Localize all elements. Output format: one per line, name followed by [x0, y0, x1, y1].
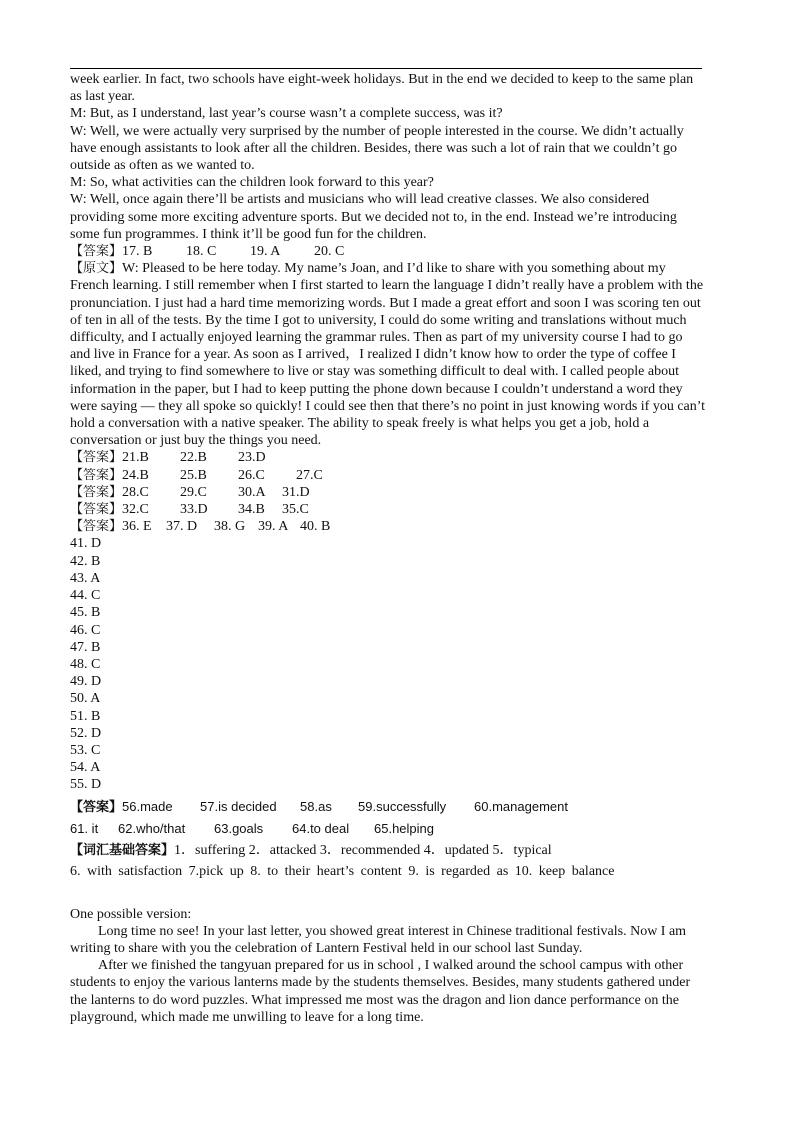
answer-item: 34.B [238, 502, 265, 518]
answers-28-31 [70, 484, 706, 501]
answers-24-27 [70, 467, 706, 484]
answer-item: 29.C [180, 484, 207, 500]
document-page [70, 68, 706, 1026]
answer-item: 62.who/that [118, 820, 186, 836]
list-item: 46. C [70, 622, 101, 638]
answer-item: 60.management [474, 798, 568, 814]
answer-tag: 【答案】 [70, 467, 123, 483]
answer-item: 56.made [122, 798, 173, 814]
answer-item: 63.goals [214, 820, 264, 836]
answer-item: 35.C [282, 502, 309, 518]
answers-36-40 [70, 518, 706, 535]
answers-61-65 [70, 818, 706, 840]
list-item: 50. A [70, 691, 101, 707]
answer-item: 57.is decided [200, 798, 277, 814]
list-item: 43. A [70, 570, 101, 586]
answer-item: 33.D [180, 502, 208, 518]
answers-41-55-list [70, 535, 706, 793]
answer-item: 65.helping [374, 820, 434, 836]
answer-item: 59.successfully [358, 798, 447, 814]
list-item: 44. C [70, 588, 101, 604]
dialogue-transcript [70, 71, 706, 243]
answer-tag: 【答案】 [70, 519, 123, 535]
answer-item: 31.D [282, 484, 310, 500]
list-item: 42. B [70, 553, 101, 569]
answer-item: 36. E [122, 519, 152, 535]
answer-tag: 【答案】 [70, 244, 123, 260]
essay-paragraph: After we finished the tangyuan prepared for us in school , I walked around the school campus with other students to enjoy the various lanterns made by the students themselves. Besides, many students gathered under the lanterns to do word puzzles. What impressed me most was the dragon and lion dance performance on the playground, which made me unwilling to leave for a long time. [70, 958, 691, 1025]
vocab-answers [70, 840, 706, 861]
answer-item: 30.A [238, 484, 266, 500]
dialogue-line: M: But, as I understand, last year’s course wasn’t a complete success, was it? [70, 106, 503, 122]
dialogue-line: W: Well, once again there’ll be artists and musicians who will lead creative classes. We also considered providing some more exciting adventure sports. But we decided not to, in the end. Instead we’re introducing some fun programmes. I think it’ll be good fun for the children. [70, 192, 677, 242]
answer-item: 25.B [180, 467, 207, 483]
answers-56-60 [70, 796, 706, 818]
list-item: 54. A [70, 760, 101, 776]
answer-item: 40. B [300, 519, 331, 535]
original-tag: 【原文】 [70, 261, 123, 277]
answer-item: 20. C [314, 244, 345, 260]
answer-tag: 【答案】 [70, 484, 123, 500]
list-item: 53. C [70, 742, 101, 758]
original-text: W: Pleased to be here today. My name’s Joan, and I’d like to share with you something about my French learning. I still remember when I first started to learn the language I didn’t really have a problem with the pronunciation. I just had a hard time memorizing words. But I made a great effort and soon I was scoring ten out of ten in all of the tests. By the time I got to university, I could do some writing and translations without much difficulty, and I actually enjoyed learning the grammar rules. Then as part of my university course I had to go and live in France for a year. As soon as I arrived，I realized I didn’t know how to order the type of coffee I liked, and trying to find somewhere to live or stay was something difficult to deal with. I called people about information in the paper, but I had to keep putting the phone down because I couldn’t understand a word they were saying — they all spoke so quickly! I could see then that there’s no point in just knowing words if you can’t hold a conversation with a native speaker. The ability to speak freely is what helps you get a job, hold a conversation or just buy the things you need. [70, 261, 706, 449]
answer-item: 23.D [238, 450, 266, 466]
answer-tag: 【答案】 [70, 502, 123, 518]
answer-item: 37. D [166, 519, 198, 535]
answer-item: 39. A [258, 519, 289, 535]
answer-item: 17. B [122, 244, 153, 260]
header-rule [70, 68, 702, 69]
answer-item: 58.as [300, 798, 332, 814]
answer-item: 32.C [122, 502, 149, 518]
list-item: 49. D [70, 674, 102, 690]
answers-21-23 [70, 449, 706, 466]
answer-tag-bold: 【答案】 [70, 799, 123, 815]
answer-item: 21.B [122, 450, 149, 466]
answer-item: 27.C [296, 467, 323, 483]
answer-item: 64.to deal [292, 820, 350, 836]
answer-item: 22.B [180, 450, 207, 466]
answers-32-35 [70, 501, 706, 518]
list-item: 41. D [70, 536, 102, 552]
essay-paragraph: Long time no see! In your last letter, you showed great interest in Chinese traditional festivals. Now I am writing to share with you the celebration of Lantern Festival held in our school last Sunday. [70, 923, 687, 956]
answer-item: 38. G [214, 519, 246, 535]
list-item: 55. D [70, 777, 102, 793]
list-item: 47. B [70, 639, 101, 655]
list-item: 52. D [70, 725, 102, 741]
vocab-line: 1．suffering 2．attacked 3．recommended 4．updated 5．typical [174, 842, 552, 858]
list-item: 51. B [70, 708, 101, 724]
answer-item: 28.C [122, 484, 149, 500]
list-item: 45. B [70, 605, 101, 621]
essay-heading: One possible version: [70, 906, 192, 922]
answer-item: 18. C [186, 244, 217, 260]
answer-tag: 【答案】 [70, 450, 123, 466]
vocab-line-2: 6. with satisfaction 7.pick up 8. to their heart’s content 9. is regarded as 10. keep balance [70, 863, 615, 879]
vocab-tag: 【词汇基础答案】 [70, 842, 175, 858]
list-item: 48. C [70, 656, 101, 672]
original-transcript [70, 260, 706, 449]
answer-item: 24.B [122, 467, 149, 483]
dialogue-line: M: So, what activities can the children look forward to this year? [70, 175, 434, 191]
answer-item: 19. A [250, 244, 281, 260]
dialogue-line: W: Well, we were actually very surprised by the number of people interested in the course. We didn’t actually have enough assistants to look after all the children. Besides, there was such a lot of rain that we couldn’t go outside as often as we wanted to. [70, 123, 684, 174]
answers-17-20 [70, 243, 706, 260]
answer-item: 61. it [70, 820, 99, 836]
dialogue-line: week earlier. In fact, two schools have eight-week holidays. But in the end we decided to keep to the same plan as last year. [70, 72, 694, 105]
answer-item: 26.C [238, 467, 265, 483]
